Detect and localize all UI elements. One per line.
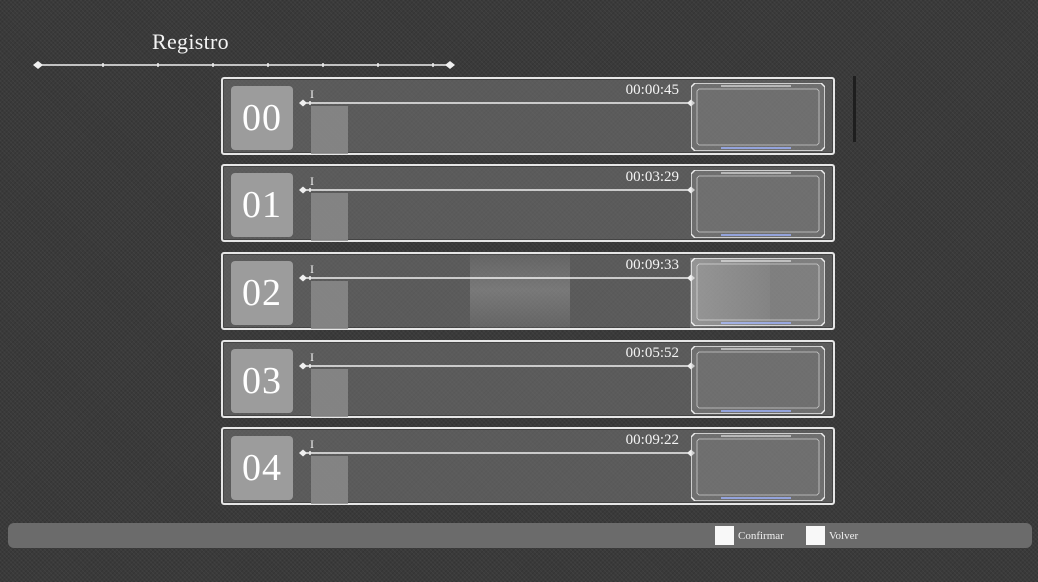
slot-marker: I — [310, 351, 314, 364]
slot-playtime: 00:09:33 — [625, 257, 679, 273]
slot-marker: I — [310, 263, 314, 276]
slot-thumbnail-frame — [691, 433, 825, 501]
slot-playtime: 00:03:29 — [625, 169, 679, 185]
screen-title: Registro — [152, 29, 229, 54]
slot-marker: I — [310, 438, 314, 451]
slot-marker: I — [310, 88, 314, 101]
slot-number: 03 — [231, 349, 293, 413]
slot-number: 00 — [231, 86, 293, 150]
slot-fill-bar — [311, 106, 348, 154]
confirm-key-icon — [715, 526, 734, 545]
back-label: Volver — [829, 529, 859, 542]
slot-thumbnail-frame — [691, 258, 825, 326]
save-slot-01[interactable] — [221, 164, 835, 242]
slot-playtime: 00:00:45 — [625, 82, 679, 98]
slot-fill-bar — [311, 369, 348, 417]
save-slot-03[interactable] — [221, 340, 835, 418]
slot-fill-bar — [311, 193, 348, 241]
slot-number: 02 — [231, 261, 293, 325]
confirm-label: Confirmar — [738, 529, 784, 542]
save-slot-00[interactable] — [221, 77, 835, 155]
confirm-hint[interactable] — [715, 526, 784, 545]
save-slot-02[interactable] — [221, 252, 835, 330]
scrollbar[interactable] — [853, 76, 856, 142]
slot-thumbnail-frame — [691, 83, 825, 151]
slot-thumbnail-frame — [691, 346, 825, 414]
slot-number: 01 — [231, 173, 293, 237]
slot-number: 04 — [231, 436, 293, 500]
slot-marker: I — [310, 175, 314, 188]
slot-thumbnail-frame — [691, 170, 825, 238]
button-hint-bar — [8, 523, 1032, 548]
slot-playtime: 00:05:52 — [625, 345, 679, 361]
title-ruler — [32, 58, 456, 72]
back-hint[interactable] — [806, 526, 858, 545]
slot-playtime: 00:09:22 — [625, 432, 679, 448]
slot-fill-bar — [311, 281, 348, 329]
save-slot-04[interactable] — [221, 427, 835, 505]
slot-fill-bar — [311, 456, 348, 504]
back-key-icon — [806, 526, 825, 545]
